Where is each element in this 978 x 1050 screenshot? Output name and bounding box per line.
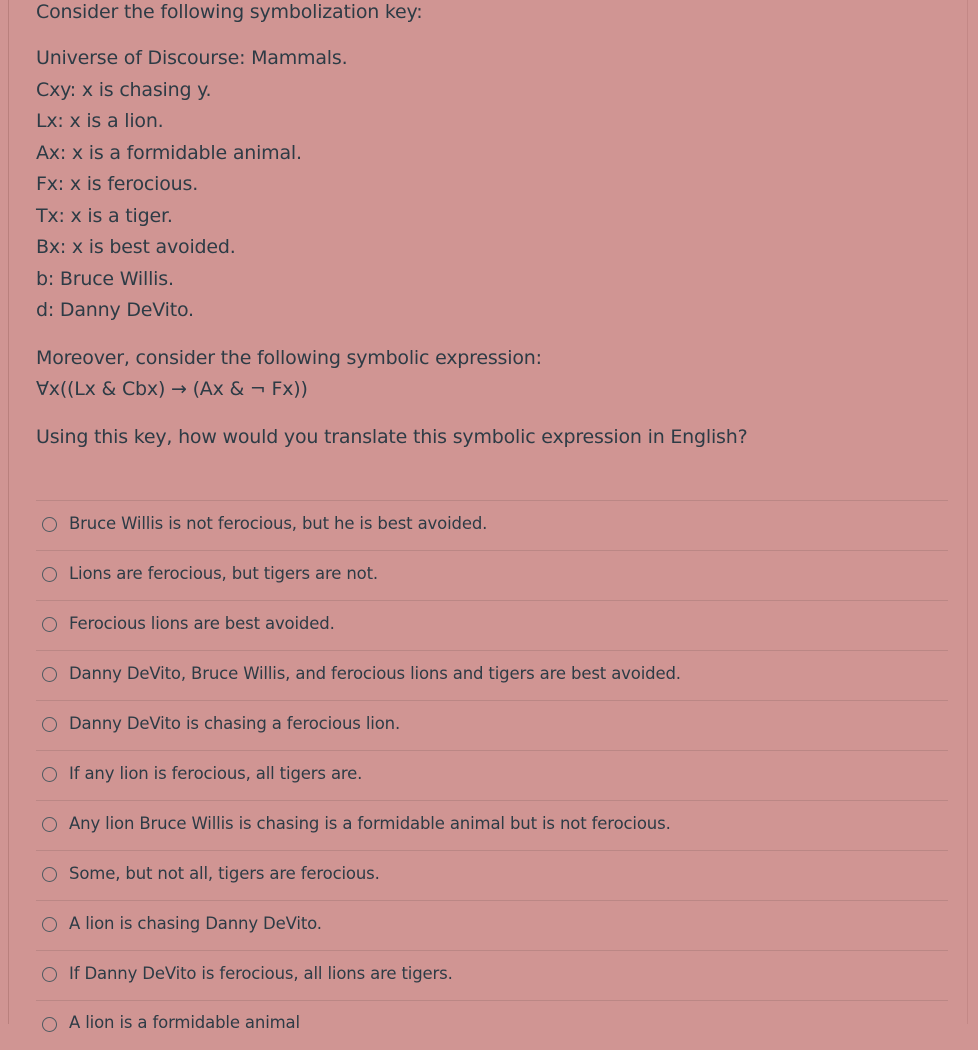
- radio-button[interactable]: [42, 517, 57, 532]
- key-line: Ax: x is a formidable animal.: [36, 141, 302, 164]
- radio-button[interactable]: [42, 917, 57, 932]
- radio-button[interactable]: [42, 667, 57, 682]
- symbolic-expression: ∀x((Lx & Cbx) → (Ax & ¬ Fx)): [36, 378, 308, 400]
- key-line: b: Bruce Willis.: [36, 267, 174, 290]
- radio-button[interactable]: [42, 567, 57, 582]
- answer-option[interactable]: [36, 950, 948, 1000]
- answer-option[interactable]: [36, 800, 948, 850]
- answer-label[interactable]: If any lion is ferocious, all tigers are.: [69, 764, 363, 783]
- answer-label[interactable]: A lion is a formidable animal: [69, 1013, 300, 1032]
- question-prompt: Using this key, how would you translate this symbolic expression in English?: [36, 426, 748, 448]
- answer-option[interactable]: [36, 850, 948, 900]
- radio-button[interactable]: [42, 767, 57, 782]
- answer-list: [36, 500, 948, 1050]
- key-line: d: Danny DeVito.: [36, 299, 194, 321]
- key-line: Lx: x is a lion.: [36, 110, 164, 132]
- answer-label[interactable]: Some, but not all, tigers are ferocious.: [69, 864, 380, 883]
- answer-label[interactable]: Any lion Bruce Willis is chasing is a formidable animal but is not ferocious.: [69, 814, 671, 833]
- answer-option[interactable]: [36, 550, 948, 600]
- radio-button[interactable]: [42, 717, 57, 732]
- key-line: Fx: x is ferocious.: [36, 173, 199, 195]
- answer-label[interactable]: Lions are ferocious, but tigers are not.: [69, 564, 379, 583]
- answer-option[interactable]: [36, 500, 948, 550]
- right-border: [967, 0, 968, 1024]
- key-line: Tx: x is a tiger.: [36, 204, 173, 227]
- radio-button[interactable]: [42, 967, 57, 982]
- answer-option[interactable]: [36, 900, 948, 950]
- answer-option[interactable]: [36, 600, 948, 650]
- answer-option[interactable]: [36, 650, 948, 700]
- answer-label[interactable]: Danny DeVito, Bruce Willis, and ferocious lions and tigers are best avoided.: [69, 664, 681, 683]
- answer-label[interactable]: Ferocious lions are best avoided.: [69, 614, 335, 633]
- left-border: [8, 0, 9, 1024]
- radio-button[interactable]: [42, 617, 57, 632]
- key-line: Universe of Discourse: Mammals.: [36, 47, 348, 69]
- key-line: Bx: x is best avoided.: [36, 236, 236, 258]
- answer-label[interactable]: Danny DeVito is chasing a ferocious lion.: [69, 714, 401, 733]
- answer-label[interactable]: If Danny DeVito is ferocious, all lions are tigers.: [69, 964, 453, 983]
- answer-option[interactable]: [36, 750, 948, 800]
- radio-button[interactable]: [42, 867, 57, 882]
- radio-button[interactable]: [42, 817, 57, 832]
- answer-label[interactable]: Bruce Willis is not ferocious, but he is best avoided.: [69, 514, 488, 533]
- answer-option[interactable]: [36, 1000, 948, 1050]
- symbolization-key: [36, 43, 347, 327]
- key-line: Cxy: x is chasing y.: [36, 78, 212, 101]
- question-intro: Consider the following symbolization key:: [36, 1, 423, 23]
- answer-label[interactable]: A lion is chasing Danny DeVito.: [69, 914, 322, 933]
- expression-intro: Moreover, consider the following symbolic expression:: [36, 347, 542, 369]
- answer-option[interactable]: [36, 700, 948, 750]
- radio-button[interactable]: [42, 1017, 57, 1032]
